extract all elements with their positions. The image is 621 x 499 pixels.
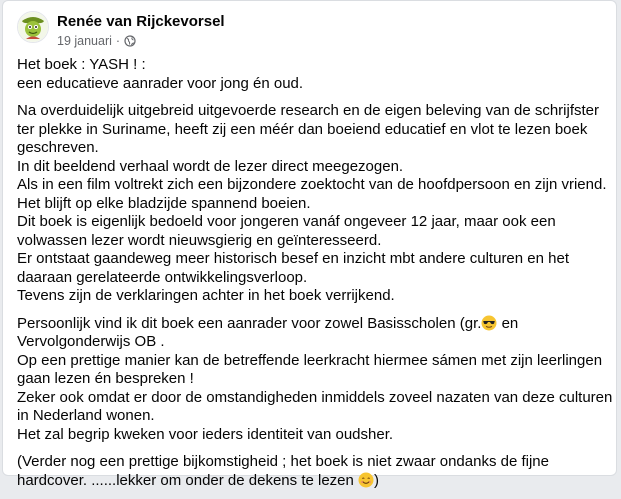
text-line: volwassen lezer wordt nieuwsgierig en geïnteresseerd. (17, 231, 382, 249)
globe-icon (124, 35, 136, 47)
paragraph-closing (17, 453, 612, 490)
author-name[interactable]: Renée van Rijckevorsel (57, 13, 225, 30)
post-meta (57, 34, 136, 48)
text-line: Het boek : YASH ! : (17, 56, 146, 73)
post-date[interactable]: 19 januari (57, 34, 112, 48)
text-line: Er ontstaat gaandeweg meer historisch besef en inzicht mbt andere culturen en het (17, 250, 569, 267)
text-line: in Nederland wonen. (17, 407, 155, 424)
sunglasses-emoji-icon (481, 315, 497, 331)
text-fragment: ) (374, 471, 380, 489)
text-line: Als in een film voltrekt zich een bijzondere zoektocht van de hoofdpersoon en zijn vriend. (17, 176, 607, 193)
text-line: gaan lezen én bespreken ! (17, 370, 194, 387)
text-line: Na overduidelijk uitgebreid uitgevoerde research en de eigen beleving van de schrijfster (17, 102, 600, 119)
text-fragment: Persoonlijk vind ik dit boek een aanrader voor zowel Basisscholen (gr. (17, 314, 482, 332)
avatar[interactable] (17, 11, 49, 43)
text-line: In dit beeldend verhaal wordt de lezer direct meegezogen. (17, 157, 404, 175)
text-line: geschreven. (17, 139, 99, 156)
paragraph-intro (17, 56, 612, 93)
paragraph-review (17, 102, 612, 306)
post-card (2, 0, 617, 489)
text-line: een educatieve aanrader voor jong én oud. (17, 74, 304, 92)
text-fragment: hardcover. ......lekker om onder de dekens te lezen (17, 471, 359, 489)
text-line: Op een prettige manier kan de betreffende leerkracht hiermee sámen met zijn leerlingen (17, 351, 603, 369)
cartoon-avatar-icon (18, 12, 48, 42)
text-line: daaraan gerelateerde ontwikkelingsverloop. (17, 268, 308, 286)
post-text (17, 56, 612, 499)
text-line: Zeker ook omdat er door de omstandigheden inmiddels zoveel nazaten van deze culturen (17, 388, 613, 406)
text-line: Vervolgonderwijs OB . (17, 333, 165, 350)
text-line: Dit boek is eigenlijk bedoeld voor jongeren vanáf ongeveer 12 jaar, maar ook een (17, 213, 556, 230)
text-line: Tevens zijn de verklaringen achter in het boek verrijkend. (17, 287, 395, 304)
text-line: Het blijft op elke bladzijde spannend boeien. (17, 194, 311, 212)
text-line (17, 472, 612, 491)
text-line: Het zal begrip kweken voor ieders identiteit van oudsher. (17, 425, 394, 443)
text-fragment: en (497, 314, 519, 332)
text-line (17, 315, 612, 334)
meta-separator: · (115, 34, 121, 48)
text-line: (Verder nog een prettige bijkomstigheid ; het boek is niet zwaar ondanks de fijne (17, 453, 549, 470)
paragraph-recommendation (17, 315, 612, 445)
text-line: ter plekke in Suriname, heeft zij een méér dan boeiend educatief en vlot te lezen boek (17, 120, 588, 138)
